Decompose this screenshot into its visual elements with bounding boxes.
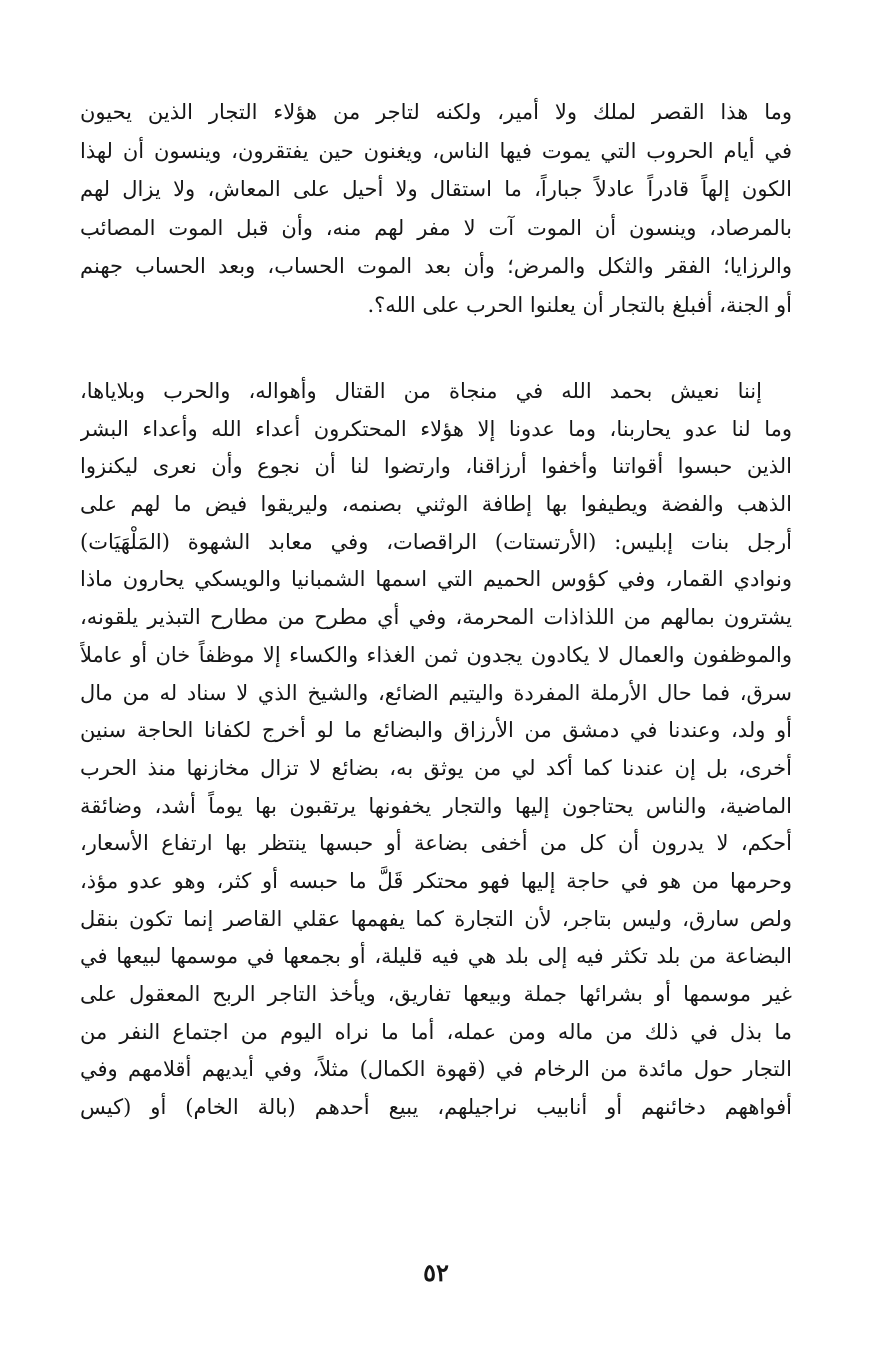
text-line: والموظفون والعمال لا يكادون يجدون ثمن الغذاء والكساء إلا موظفاً خان أو عاملاً: [80, 642, 792, 667]
text-line: ولص سارق، وليس بتاجر، لأن التجارة كما يفهمها عقلي القاصر إنما تكون بنقل: [80, 906, 792, 931]
paragraph-1: [80, 93, 792, 324]
text-line: ما بذل في ذلك من ماله ومن عمله، أما ما نراه اليوم من اجتماع النفر من: [80, 1019, 792, 1044]
text-line: أفواههم دخائنهم أو أنابيب نراجيلهم، يبيع أحدهم (بالة الخام) أو (كيس: [80, 1095, 792, 1120]
text-line: غير موسمها أو بشرائها جملة وبيعها تفاريق، ويأخذ التاجر الربح المعقول على: [80, 982, 792, 1006]
text-line: ونوادي القمار، وفي كؤوس الحميم التي اسمها الشمبانيا والويسكي يحارون ماذا: [80, 567, 792, 592]
text-line: أو ولد، وعندنا في دمشق من الأرزاق والبضائع ما لو أخرج لكفانا الحاجة سنين: [80, 718, 792, 743]
text-line: أحكم، لا يدرون أن كل من أخفى بضاعة أو حبسها ينتظر بها ارتفاع الأسعار،: [80, 831, 792, 856]
text-line: أرجل بنات إبليس: (الأرتستات) الراقصات، وفي معابد الشهوة (المَلْهَيَات): [80, 529, 792, 554]
text-line: إننا نعيش بحمد الله في منجاة من القتال وأهواله، والحرب وبلاياها،: [80, 379, 762, 403]
text-line: سرق، فما حال الأرملة المفردة واليتيم الضائع، والشيخ الذي لا سناد له من مال: [80, 680, 792, 705]
text-line: والرزايا؛ الفقر والثكل والمرض؛ وأن بعد الموت الحساب، وبعد الحساب جهنم: [80, 254, 792, 278]
text-line: بالمرصاد، وينسون أن الموت آت لا مفر لهم منه، وأن قبل الموت المصائب: [80, 215, 792, 240]
text-line: البضاعة من بلد تكثر فيه إلى بلد هي فيه قليلة، أو بجمعها في موسمها لبيعها في: [80, 944, 792, 969]
text-line: التجار حول مائدة من الرخام في (قهوة الكمال) مثلاً، وفي أيديهم أقلامهم وفي: [80, 1057, 792, 1082]
text-line: في أيام الحروب التي يموت فيها الناس، ويغنون حين يفتقرون، وينسون أن لهذا: [80, 138, 792, 163]
text-line: وما لنا عدو يحاربنا، وما عدونا إلا هؤلاء المحتكرون أعداء الله وأعداء البشر: [80, 416, 792, 441]
text-line: وحرمها من هو في حاجة إليها فهو محتكر قَلَّ ما حبسه أو كثر، وهو عدو مؤذ،: [80, 868, 792, 893]
text-line: الكون إلهاً قادراً عادلاً جباراً، ما استقال ولا أحيل على المعاش، ولا يزال لهم: [80, 177, 792, 201]
paragraph-2: [80, 373, 792, 1127]
text-line: يشترون بمالهم من اللذاذات المحرمة، وفي أي مطرح من مطارح التبذير يلقونه،: [80, 605, 792, 630]
text-line: الذهب والفضة ويطيفوا بها إطافة الوثني بصنمه، وليريقوا فيض ما لهم على: [80, 492, 792, 517]
text-line: وما هذا القصر لملك ولا أمير، ولكنه لتاجر من هؤلاء التجار الذين يحيون: [80, 100, 792, 124]
page-number: ٥٢: [423, 1258, 449, 1287]
text-line: الماضية، والناس يحتاجون إليها والتجار يخفونها يرتقبون بها يوماً أشد، وضائقة: [80, 793, 792, 818]
text-line: أو الجنة، أفبلغ بالتجار أن يعلنوا الحرب على الله؟.: [367, 292, 792, 317]
text-line: الذين حبسوا أقواتنا وأخفوا أرزاقنا، وارتضوا لنا أن نجوع وأن نعرى ليكنزوا: [80, 454, 792, 479]
text-line: أخرى، بل إن عندنا كما أكد لي من يوثق به، بضائع لا تزال مخازنها منذ الحرب: [80, 755, 792, 780]
